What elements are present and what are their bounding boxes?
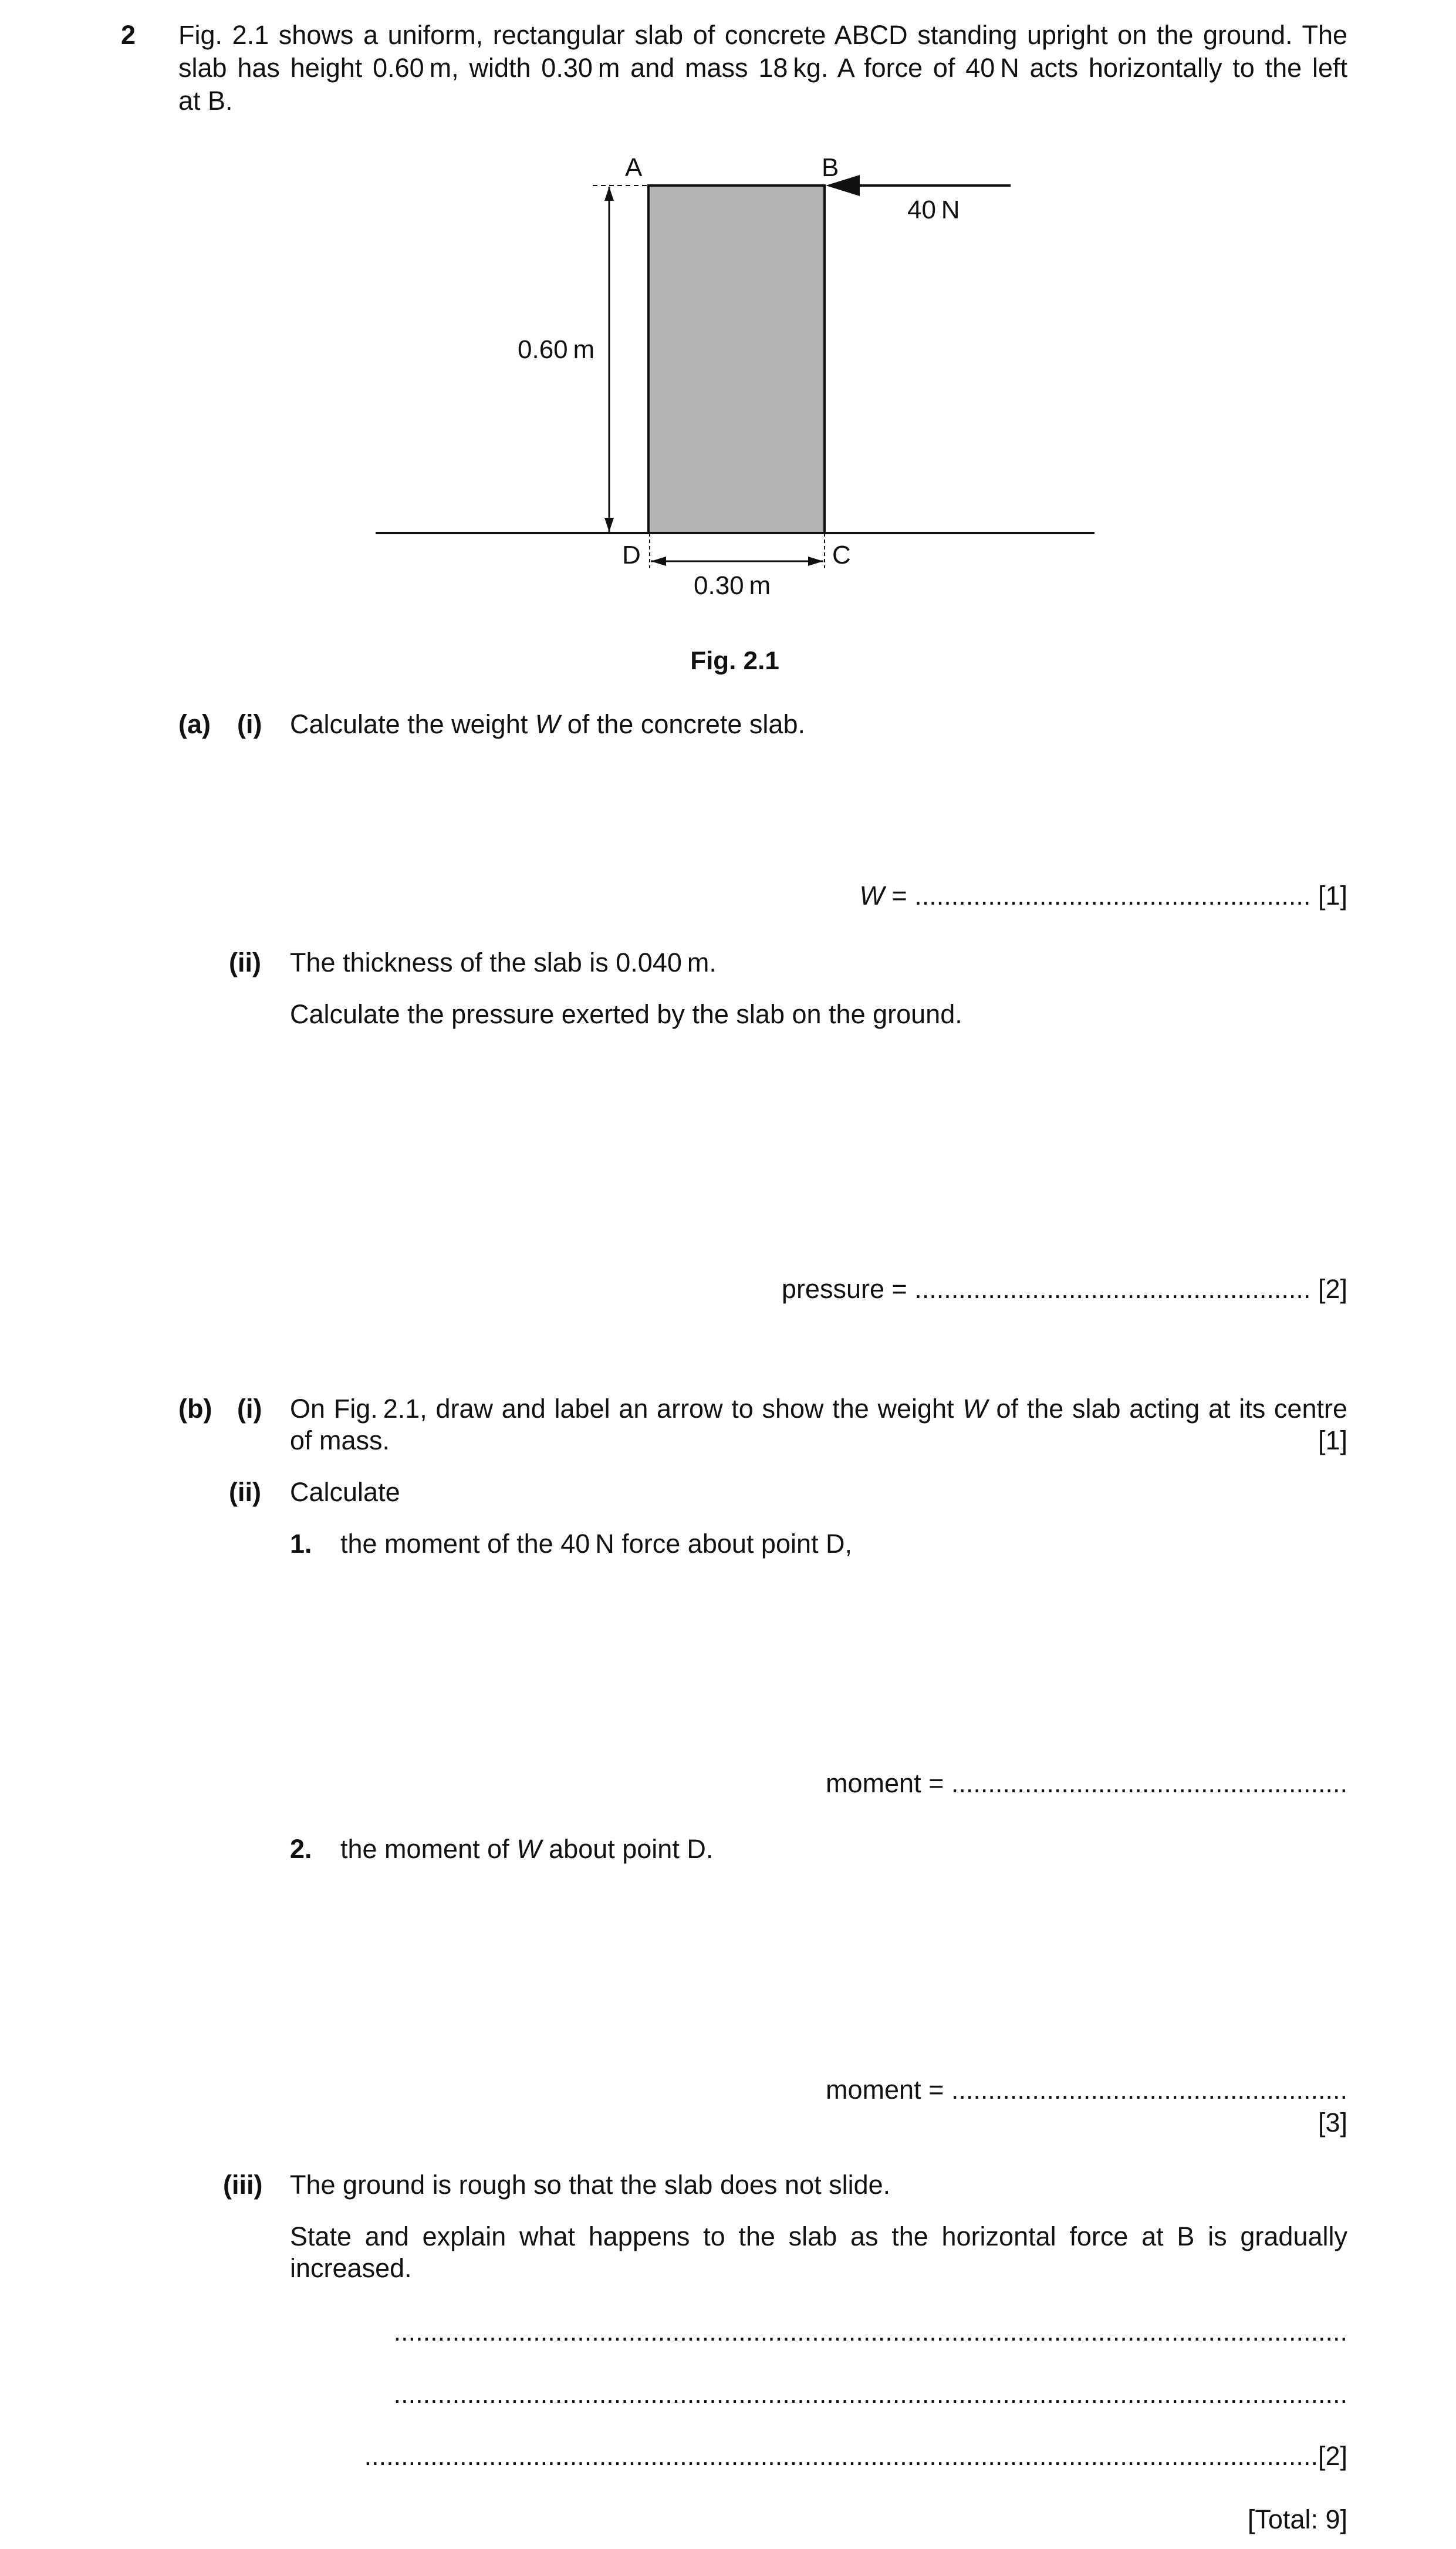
part-b-ii-item2-text <box>340 1834 713 1864</box>
part-b-ii-item1-text: the moment of the 40 N force about point D, <box>340 1529 853 1559</box>
height-arrow-bottom <box>604 518 614 532</box>
part-b-i-label: (i) <box>237 1394 262 1424</box>
part-b-ii-item2-text-post: about point D. <box>541 1834 714 1864</box>
part-b-i-text-pre: On Fig. 2.1, draw and label an arrow to show the weight <box>290 1394 963 1424</box>
concrete-slab <box>648 186 825 533</box>
part-b-ii-item2-answer-prefix: moment = <box>826 2075 951 2105</box>
part-b-ii-item1-answer-line[interactable] <box>826 1768 1347 1799</box>
width-label: 0.30 m <box>694 571 771 600</box>
part-a-ii-answer-line[interactable] <box>782 1274 1347 1304</box>
part-b-ii-marks: [3] <box>1318 2108 1347 2137</box>
figure-caption: Fig. 2.1 <box>690 646 779 675</box>
part-b-iii-text1: The ground is rough so that the slab does not slide. <box>290 2170 891 2200</box>
height-label: 0.60 m <box>518 335 595 364</box>
part-b-i-text-post: of the slab acting at its centre <box>987 1394 1347 1424</box>
part-a-i-answer-eq: = <box>884 881 915 911</box>
question-intro-line2: slab has height 0.60 m, width 0.30 m and mass 18 kg. A force of 40 N acts horizontally to the left <box>178 53 1347 83</box>
label-b: B <box>822 153 839 182</box>
total-marks: [Total: 9] <box>1247 2504 1347 2534</box>
part-a-i-text-post: of the concrete slab. <box>560 709 805 739</box>
part-a-i-marks: [1] <box>1318 881 1347 911</box>
part-b-i-marks: [1] <box>1318 1425 1347 1455</box>
label-d: D <box>622 541 641 569</box>
part-b-iii-answer-line-2[interactable]: .................................................................................................................................. <box>393 2379 1347 2409</box>
height-arrow-top <box>604 187 614 201</box>
part-a-i-answer-line[interactable] <box>860 881 1347 911</box>
part-b-iii-marks: [2] <box>1318 2441 1347 2471</box>
part-a-ii-text2: Calculate the pressure exerted by the slab on the ground. <box>290 999 962 1029</box>
part-b-iii-label: (iii) <box>223 2170 263 2200</box>
part-a-ii-answer-dots: ...................................................... <box>914 1274 1311 1304</box>
part-a-ii-text1: The thickness of the slab is 0.040 m. <box>290 948 717 977</box>
part-a-i-label: (i) <box>237 709 262 739</box>
part-a-i-text <box>290 709 805 740</box>
part-b-ii-item1-num: 1. <box>290 1529 312 1559</box>
part-b-ii-item2-num: 2. <box>290 1834 312 1864</box>
part-b-ii-item1-answer-prefix: moment = <box>826 1768 951 1798</box>
part-b-i-text-var: W <box>962 1394 988 1424</box>
part-b-ii-item2-text-var: W <box>516 1834 542 1864</box>
part-b-ii-item1-answer-dots: ...................................................... <box>951 1768 1347 1798</box>
part-b-i-text-line2: of mass. <box>290 1425 390 1455</box>
part-b-ii-item2-text-pre: the moment of <box>340 1834 517 1864</box>
label-c: C <box>832 541 851 569</box>
width-arrow-right <box>808 557 823 566</box>
part-b-ii-text: Calculate <box>290 1477 400 1507</box>
part-b-ii-item2-answer-dots: ...................................................... <box>951 2075 1347 2105</box>
part-b-i-text <box>290 1394 1347 1424</box>
force-label: 40 N <box>907 195 960 224</box>
width-arrow-left <box>651 557 666 566</box>
part-a-ii-answer-prefix: pressure = <box>781 1274 915 1304</box>
part-b-iii-text2-line2: increased. <box>290 2253 412 2283</box>
question-intro-line3: at B. <box>178 86 233 116</box>
part-b-label: (b) <box>178 1394 212 1424</box>
label-a: A <box>625 153 643 182</box>
question-number: 2 <box>121 20 136 50</box>
part-a-ii-marks: [2] <box>1318 1274 1347 1304</box>
part-a-i-text-pre: Calculate the weight <box>290 709 535 739</box>
part-a-i-text-var: W <box>535 709 560 739</box>
part-b-ii-item2-answer-line[interactable] <box>826 2075 1347 2105</box>
part-b-iii-answer-line-1[interactable]: .................................................................................................................................. <box>393 2317 1347 2346</box>
part-b-iii-answer-line-3-dots: .................................................................................................................................. <box>364 2441 1318 2471</box>
question-intro-line1: Fig. 2.1 shows a uniform, rectangular slab of concrete ABCD standing upright on the ground. The <box>178 20 1347 50</box>
part-a-i-answer-var: W <box>859 881 884 911</box>
figure-2-1 <box>0 0 1456 704</box>
part-b-ii-label: (ii) <box>229 1477 261 1507</box>
part-a-i-answer-dots: ...................................................... <box>914 881 1311 911</box>
part-b-iii-answer-line-3[interactable] <box>364 2441 1347 2472</box>
part-b-iii-text2-line1: State and explain what happens to the slab as the horizontal force at B is gradually <box>290 2221 1347 2251</box>
part-a-label: (a) <box>178 709 211 739</box>
part-a-ii-label: (ii) <box>229 948 261 977</box>
